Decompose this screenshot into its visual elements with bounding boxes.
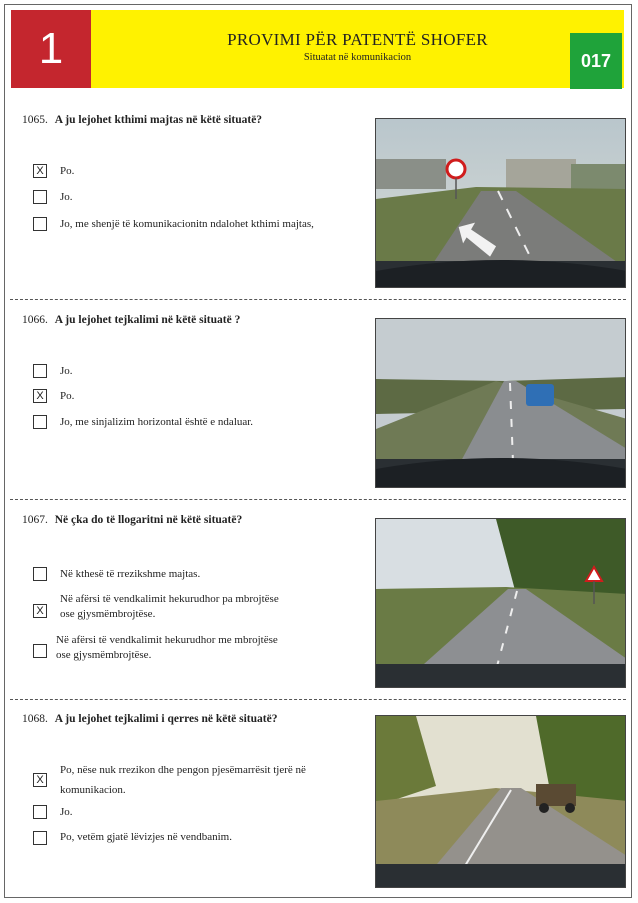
answer-option-text: Jo, me shenjë të komunikacionitn ndalohet kthimi majtas, [60, 218, 314, 230]
question-title [22, 514, 242, 526]
answer-checkbox[interactable]: X [33, 164, 47, 178]
answer-option-text [56, 633, 278, 663]
answer-option-line: Në afërsi të vendkalimit hekurudhor pa mbrojtëse [60, 593, 279, 605]
answer-checkbox[interactable] [33, 831, 47, 845]
question-number: 1067. [22, 514, 48, 526]
answer-checkbox[interactable] [33, 567, 47, 581]
answer-checkbox[interactable] [33, 644, 47, 658]
answer-option-text: Po. [60, 390, 75, 402]
answer-option-text: Jo. [60, 806, 73, 818]
answer-checkbox[interactable] [33, 217, 47, 231]
answer-checkbox[interactable] [33, 805, 47, 819]
answer-option-text: Po, vetëm gjatë lëvizjes në vendbanim. [60, 831, 232, 843]
test-code-badge: 017 [570, 33, 622, 89]
answer-option-text: Jo. [60, 365, 73, 377]
question-title [22, 314, 240, 326]
question-text: A ju lejohet tejkalimi i qerres në këtë situatë? [54, 713, 278, 725]
answer-checkbox[interactable] [33, 415, 47, 429]
answer-option-line: ose gjysmëmbrojtëse. [60, 608, 156, 620]
question-title [22, 114, 262, 126]
answer-option-text [60, 592, 279, 622]
question-number: 1068. [22, 713, 48, 725]
answer-option-text: Po. [60, 165, 75, 177]
answer-checkbox[interactable] [33, 364, 47, 378]
answer-checkbox[interactable] [33, 190, 47, 204]
section-divider [10, 699, 626, 700]
situation-photo-cart [375, 715, 626, 888]
answer-option-text [60, 763, 306, 798]
answer-option-text: Në kthesë të rrezikshme majtas. [60, 568, 201, 580]
header-banner [91, 10, 624, 88]
question-text: A ju lejohet kthimi majtas në këtë situatë? [54, 114, 263, 126]
page-subtitle: Situatat në komunikacion [303, 52, 412, 63]
answer-option-line: ose gjysmëmbrojtëse. [56, 649, 152, 661]
section-divider [10, 299, 626, 300]
situation-photo-overtaking [375, 318, 626, 488]
answer-option-line: komunikacion. [60, 784, 126, 796]
answer-option-line: Po, nëse nuk rrezikon dhe pengon pjesëmarrësit tjerë në [60, 764, 306, 776]
question-text: Në çka do të llogaritni në këtë situatë? [54, 514, 243, 526]
answer-option-text: Jo, me sinjalizim horizontal është e ndaluar. [60, 416, 254, 428]
answer-checkbox[interactable]: X [33, 389, 47, 403]
chapter-number-badge: 1 [11, 10, 91, 88]
question-number: 1065. [22, 114, 48, 126]
answer-option-line: Në afërsi të vendkalimit hekurudhor me mbrojtëse [56, 634, 278, 646]
situation-photo-junction [375, 118, 626, 288]
question-number: 1066. [22, 314, 48, 326]
answer-option-text: Jo. [60, 191, 73, 203]
answer-checkbox[interactable]: X [33, 604, 47, 618]
question-title [22, 713, 277, 725]
section-divider [10, 499, 626, 500]
answer-checkbox[interactable]: X [33, 773, 47, 787]
page-title: PROVIMI PËR PATENTË SHOFER [227, 30, 488, 49]
situation-photo-railway-crossing [375, 518, 626, 688]
question-text: A ju lejohet tejkalimi në këtë situatë ? [54, 314, 241, 326]
